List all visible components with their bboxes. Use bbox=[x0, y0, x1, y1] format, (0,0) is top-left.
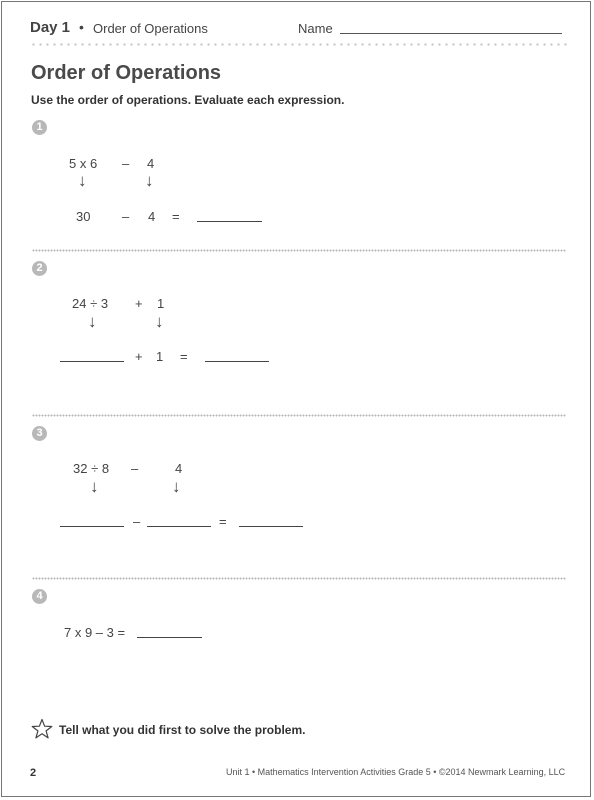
problem-number-3: 3 bbox=[32, 426, 47, 441]
problem-1-step-operator: – bbox=[122, 209, 130, 224]
problem-3-operator: – bbox=[131, 461, 139, 476]
day-label: Day 1 bbox=[30, 19, 71, 36]
down-arrow-icon: ↓ bbox=[90, 477, 99, 496]
footer-credit: Unit 1 • Mathematics Intervention Activities Grade 5 • ©2014 Newmark Learning, LLC bbox=[226, 767, 566, 777]
header-topic: Order of Operations bbox=[93, 21, 208, 36]
problem-2-step-operator: + bbox=[135, 349, 143, 364]
problem-1-equals: = bbox=[172, 209, 180, 224]
problem-3-answer-blank[interactable] bbox=[239, 526, 303, 527]
down-arrow-icon: ↓ bbox=[145, 171, 154, 190]
problem-number-4: 4 bbox=[32, 589, 47, 604]
problem-number-2: 2 bbox=[32, 261, 47, 276]
problem-3-step-blank-a[interactable] bbox=[60, 526, 124, 527]
problem-2-answer-blank[interactable] bbox=[205, 361, 269, 362]
problem-1-step-term: 4 bbox=[148, 209, 156, 224]
problem-3-term-a: 32 ÷ 8 bbox=[73, 461, 110, 476]
instructions: Use the order of operations. Evaluate each expression. bbox=[31, 93, 345, 107]
header-bullet: • bbox=[79, 19, 84, 35]
problem-1-operator: – bbox=[122, 156, 130, 171]
problem-3-step-operator: – bbox=[133, 514, 141, 529]
problem-3-term-b: 4 bbox=[175, 461, 183, 476]
problem-2-step-term: 1 bbox=[156, 349, 164, 364]
problem-1-term-a: 5 x 6 bbox=[69, 156, 98, 171]
problem-4-expression: 7 x 9 – 3 = bbox=[64, 625, 126, 640]
problem-2-operator: + bbox=[135, 296, 143, 311]
down-arrow-icon: ↓ bbox=[78, 171, 87, 190]
reflection-prompt: Tell what you did first to solve the problem. bbox=[59, 723, 306, 737]
problem-2-term-a: 24 ÷ 3 bbox=[72, 296, 109, 311]
page-border bbox=[1, 1, 591, 797]
section-divider bbox=[32, 577, 566, 580]
page-title: Order of Operations bbox=[31, 62, 222, 84]
star-icon bbox=[31, 718, 53, 740]
problem-2-equals: = bbox=[180, 349, 188, 364]
page-number: 2 bbox=[30, 767, 37, 779]
name-label: Name bbox=[298, 21, 333, 36]
problem-number-1: 1 bbox=[32, 120, 47, 135]
section-divider bbox=[32, 249, 566, 252]
problem-2-term-b: 1 bbox=[157, 296, 165, 311]
problem-4-answer-blank[interactable] bbox=[137, 637, 202, 638]
problem-2-step-blank[interactable] bbox=[60, 361, 124, 362]
problem-1-term-b: 4 bbox=[147, 156, 155, 171]
problem-3-equals: = bbox=[219, 514, 227, 529]
header-dotted-divider bbox=[30, 43, 568, 46]
problem-1-answer-blank[interactable] bbox=[197, 221, 262, 222]
down-arrow-icon: ↓ bbox=[172, 477, 181, 496]
problem-3-step-blank-b[interactable] bbox=[147, 526, 211, 527]
section-divider bbox=[32, 414, 566, 417]
down-arrow-icon: ↓ bbox=[155, 312, 164, 331]
problem-1-step-value: 30 bbox=[76, 209, 91, 224]
down-arrow-icon: ↓ bbox=[88, 312, 97, 331]
name-field[interactable] bbox=[340, 33, 562, 34]
